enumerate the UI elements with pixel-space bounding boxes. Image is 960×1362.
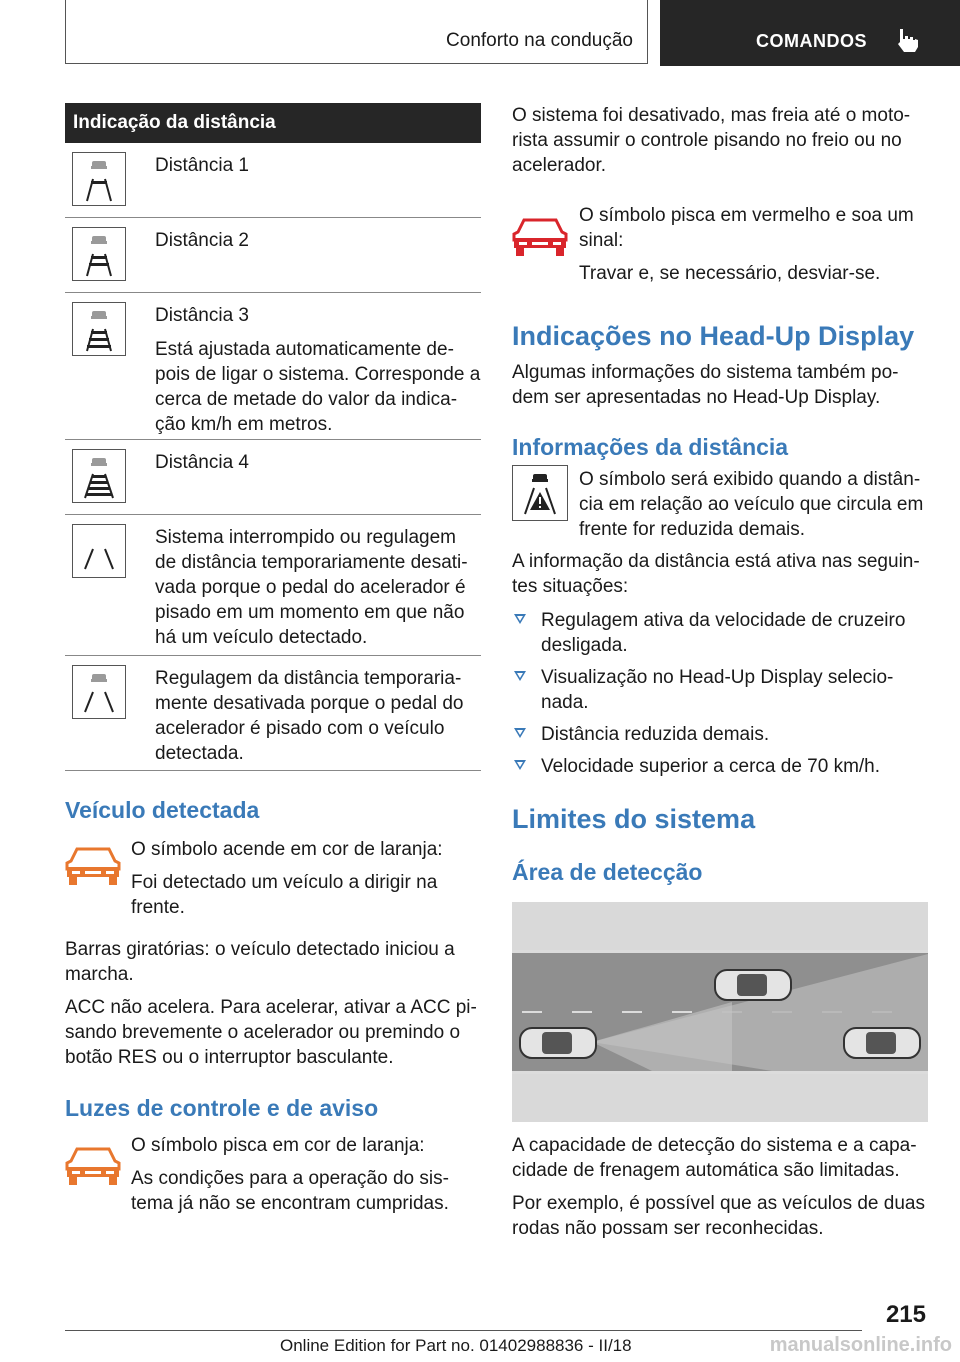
header-chapter-box (660, 0, 960, 66)
row-description: Regulagem da distância temporaria-mente desativada porque o pedal do acelerador é pisado com o veículo detectada. (155, 668, 464, 764)
luzes-text (131, 1133, 476, 1224)
header-chapter-title: COMANDOS (756, 31, 867, 51)
example-p: Por exemplo, é possível que as veículos de duas rodas não possam ser reconhecidas. (512, 1193, 925, 1239)
vehicle-front-right (844, 1028, 920, 1058)
system-interrupted-icon (72, 524, 126, 578)
luzes-p1: O símbolo pisca em cor de laranja: (131, 1135, 425, 1156)
table-title: Indicação da distância (65, 103, 481, 143)
hud-heading: Indicações no Head-Up Display (512, 321, 915, 351)
info-p: O símbolo será exibido quando a distân-cia em relação ao veículo que circula em frente for reduzida demais. (579, 469, 924, 540)
detection-area-illustration (512, 902, 928, 1122)
veiculo-p2: Foi detectado um veículo a dirigir na frente. (131, 872, 438, 918)
list-item (512, 665, 922, 715)
red-p2: Travar e, se necessário, desviar-se. (579, 263, 881, 284)
active-p: A informação da distância está ativa nas seguin-tes situações: (512, 551, 920, 597)
info-heading: Informações da distância (512, 434, 789, 460)
table-row (65, 440, 481, 515)
distance-table (65, 103, 481, 771)
intro-text (512, 103, 927, 186)
table-row (65, 515, 481, 656)
list-item (512, 722, 922, 747)
row-description: Está ajustada automaticamente de-pois de ligar o sistema. Corresponde a cerca de metade do valor da indica-ção km/h em metros. (155, 339, 481, 435)
page-number: 215 (885, 1301, 926, 1328)
distance-4-icon (72, 449, 126, 503)
barras-text: Barras giratórias: o veículo detectado iniciou a marcha. (65, 939, 455, 985)
row-label: Distância 4 (155, 452, 249, 473)
table-row (65, 293, 481, 440)
row-label: Distância 3 (155, 305, 249, 326)
triangle-bullet-icon (514, 614, 526, 624)
veiculo-heading: Veículo detectada (65, 797, 260, 823)
veiculo-p1: O símbolo acende em cor de laranja: (131, 839, 443, 860)
distance-2-icon (72, 227, 126, 281)
table-row (65, 143, 481, 218)
edition-text: Online Edition for Part no. 01402988836 - II/18 (280, 1336, 632, 1355)
area-heading: Área de detecção (512, 859, 703, 885)
row-description: Sistema interrompido ou regulagem de distância temporariamente desati-vada porque o pedal do acelerador é pisado em um momento em que não há um veículo detectado. (155, 527, 468, 648)
watermark: manualsonline.info (769, 1334, 952, 1356)
row-label: Distância 1 (155, 155, 249, 176)
triangle-bullet-icon (514, 671, 526, 681)
distance-deactivated-icon (72, 665, 126, 719)
car-red-icon (512, 216, 568, 258)
limits-heading: Limites do sistema (512, 804, 756, 834)
list-item (512, 608, 922, 658)
table-row (65, 218, 481, 293)
luzes-heading: Luzes de controle e de aviso (65, 1095, 379, 1121)
list-item-text: Visualização no Head-Up Display selecio-nada. (541, 667, 894, 713)
hud-distance-warning-icon (512, 465, 568, 521)
intro-p: O sistema foi desativado, mas freia até o moto-rista assumir o controle pisando no freio ou no acelerador. (512, 105, 911, 176)
distance-3-icon (72, 302, 126, 356)
acc-text: ACC não acelera. Para acelerar, ativar a ACC pi-sando brevemente o acelerador ou premindo o botão RES ou o interruptor basculante. (65, 997, 477, 1068)
vehicle-own (520, 1028, 596, 1058)
veiculo-text (131, 837, 476, 928)
triangle-bullet-icon (514, 728, 526, 738)
luzes-p2: As condições para a operação do sis-tema já não se encontram cumpridas. (131, 1168, 449, 1214)
red-warning-text (579, 203, 924, 294)
car-orange-warning-icon (65, 1145, 121, 1187)
car-orange-icon (65, 845, 121, 887)
left-body (65, 937, 477, 1078)
triangle-bullet-icon (514, 760, 526, 770)
list-item (512, 754, 922, 779)
situation-list (512, 608, 922, 786)
list-item-text: Velocidade superior a cerca de 70 km/h. (541, 756, 881, 777)
header-section-box (65, 0, 648, 64)
row-label: Distância 2 (155, 230, 249, 251)
active-text (512, 549, 927, 607)
header-section-title: Conforto na condução (446, 30, 633, 51)
vehicle-front-left (715, 970, 791, 1000)
table-row (65, 656, 481, 771)
distance-1-icon (72, 152, 126, 206)
hand-pointer-icon (894, 27, 920, 53)
footer-divider (65, 1330, 862, 1331)
capability-p: A capacidade de detecção do sistema e a capa-cidade de frenagem automática são limitadas. (512, 1135, 917, 1181)
limits-text (512, 1133, 927, 1249)
red-p1: O símbolo pisca em vermelho e soa um sinal: (579, 205, 914, 251)
list-item-text: Distância reduzida demais. (541, 724, 770, 745)
info-text (579, 467, 927, 550)
hud-text (512, 360, 927, 418)
list-item-text: Regulagem ativa da velocidade de cruzeiro desligada. (541, 610, 906, 656)
hud-p: Algumas informações do sistema também po-dem ser apresentadas no Head-Up Display. (512, 362, 899, 408)
